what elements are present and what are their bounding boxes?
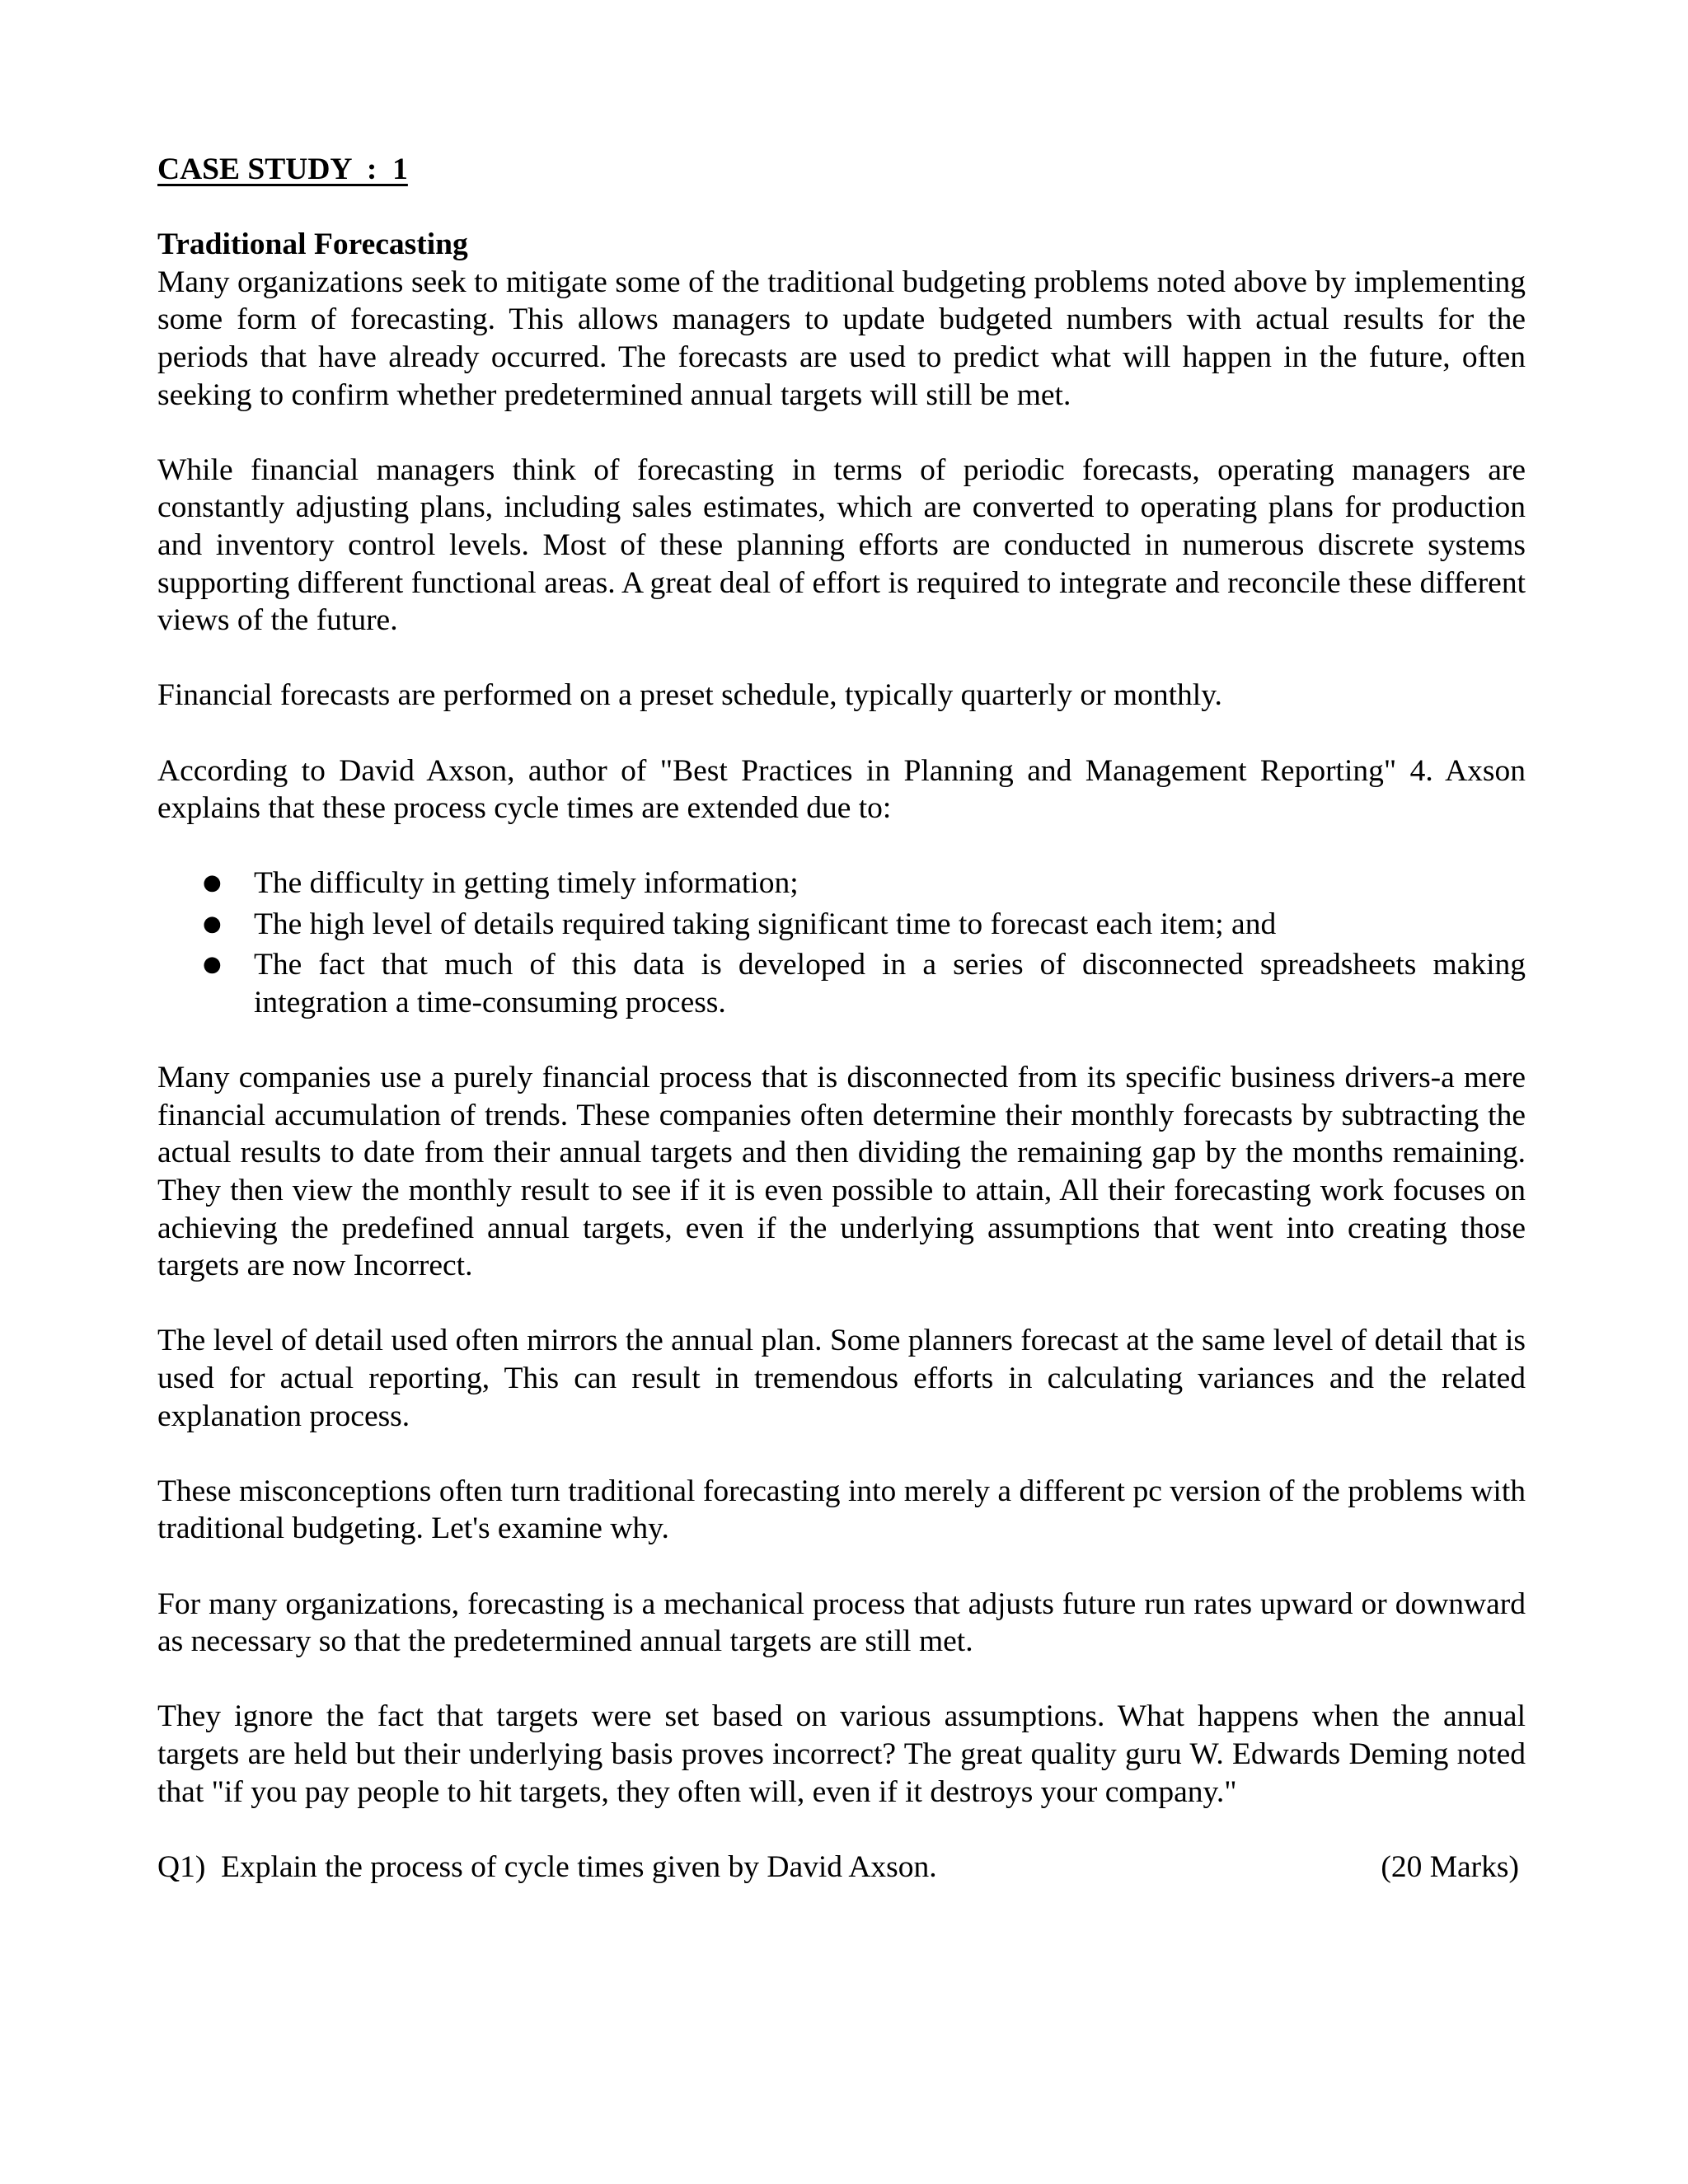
bullet-icon: ● (203, 911, 222, 936)
list-item (157, 906, 1526, 944)
paragraph-body-1: Many companies use a purely financial process that is disconnected from its specific business drivers-a mere financial accumulation of trends. These companies often determine their monthly forecasts by subtracting the actual results to date from their annual targets and then dividing the remaining gap by the months remaining. They then view the monthly result to see if it is even possible to attain, All their forecasting work focuses on achieving the predefined annual targets, even if the underlying assumptions that went into creating those targets are now Incorrect. (157, 1061, 1526, 1283)
paragraph-body-4: For many organizations, forecasting is a mechanical process that adjusts future run rates upward or downward as necessary so that the predetermined annual targets are still met. (157, 1586, 1526, 1659)
paragraph-body-2: The level of detail used often mirrors the annual plan. Some planners forecast at the same level of detail that is used for actual reporting, This can result in tremendous efforts in calculating variances and the related explanation process. (157, 1324, 1526, 1433)
section-title: Traditional Forecasting (157, 227, 468, 262)
paragraph-intro-4: According to David Axson, author of "Best Practices in Planning and Management Reporting" 4. Axson explains that these process cycle times are extended due to: (157, 753, 1526, 826)
paragraph-body-3: These misconceptions often turn traditional forecasting into merely a different pc version of the problems with traditional budgeting. Let's examine why. (157, 1474, 1526, 1546)
list-item (157, 946, 1526, 1021)
bullet-text: The difficulty in getting timely information; (254, 866, 799, 901)
list-item (157, 865, 1526, 902)
question-line (157, 1849, 1519, 1886)
question-marks: (20 Marks) (1381, 1849, 1519, 1884)
bullet-text: The high level of details required taking significant time to forecast each item; and (254, 907, 1277, 941)
bullet-icon: ● (203, 870, 222, 896)
bullet-list (157, 865, 1526, 1021)
paragraph-body-5: They ignore the fact that targets were set based on various assumptions. What happens when the annual targets are held but their underlying basis proves incorrect? The great quality guru W. Edwards Deming noted that "if you pay people to hit targets, they often will, even if it destroys your company." (157, 1699, 1526, 1809)
case-study-content (157, 151, 1526, 1886)
paragraph-intro-2: While financial managers think of forecasting in terms of periodic forecasts, operating managers are constantly adjusting plans, including sales estimates, which are converted to operating plans for production and inventory control levels. Most of these planning efforts are conducted in numerous discrete systems supporting different functional areas. A great deal of effort is required to integrate and reconcile these different views of the future. (157, 452, 1526, 638)
bullet-text: The fact that much of this data is developed in a series of disconnected spreadsheets making integration a time-consuming process. (254, 948, 1526, 1020)
case-study-title: CASE STUDY : 1 (157, 152, 408, 186)
bullet-icon: ● (203, 952, 222, 977)
paragraph-intro-1: Many organizations seek to mitigate some of the traditional budgeting problems noted above by implementing some form of forecasting. This allows managers to update budgeted numbers with actual results for the periods that have already occurred. The forecasts are used to predict what will happen in the future, often seeking to confirm whether predetermined annual targets will still be met. (157, 265, 1526, 412)
question-text: Q1) Explain the process of cycle times given by David Axson. (157, 1849, 937, 1884)
paragraph-intro-3: Financial forecasts are performed on a preset schedule, typically quarterly or monthly. (157, 678, 1222, 713)
